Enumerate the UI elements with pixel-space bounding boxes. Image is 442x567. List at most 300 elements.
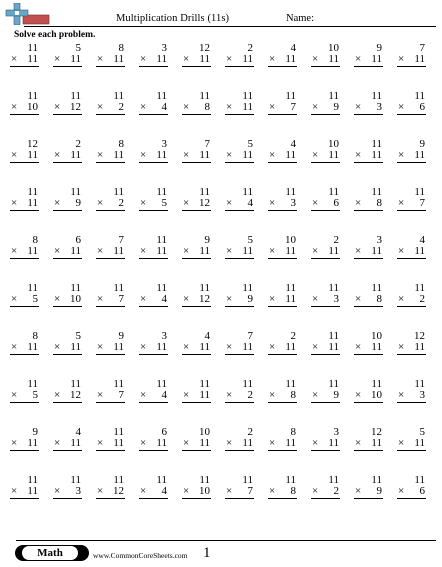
times-sign: × (140, 293, 147, 305)
multiplicand: 2 (75, 138, 81, 150)
multiplicand: 11 (414, 186, 425, 198)
answer-line (225, 402, 254, 403)
times-sign: × (97, 341, 104, 353)
multiplicand: 8 (32, 330, 38, 342)
multiplier-line (97, 389, 124, 401)
times-sign: × (140, 53, 147, 65)
multiplier: 11 (242, 341, 253, 353)
problem (218, 42, 261, 90)
times-sign: × (355, 485, 362, 497)
multiplicand: 11 (70, 186, 81, 198)
times-sign: × (226, 53, 233, 65)
multiplier: 11 (199, 245, 210, 257)
answer-line (139, 306, 168, 307)
multiplier-line (97, 485, 124, 497)
problem (218, 330, 261, 378)
answer-line (397, 354, 426, 355)
problem (46, 282, 89, 330)
times-sign: × (183, 389, 190, 401)
multiplicand: 11 (199, 282, 210, 294)
multiplicand: 10 (328, 138, 339, 150)
multiplier: 2 (419, 293, 425, 305)
problem (46, 234, 89, 282)
multiplicand: 11 (70, 378, 81, 390)
answer-line (311, 114, 340, 115)
times-sign: × (398, 437, 405, 449)
answer-line (225, 498, 254, 499)
multiplier-line (183, 293, 210, 305)
times-sign: × (398, 197, 405, 209)
multiplier: 2 (118, 197, 124, 209)
answer-line (53, 354, 82, 355)
multiplier-line (97, 245, 124, 257)
multiplier-line (355, 149, 382, 161)
multiplier-line (97, 341, 124, 353)
multiplier: 11 (371, 149, 382, 161)
times-sign: × (11, 245, 18, 257)
multiplier-line (140, 389, 167, 401)
multiplier-line (54, 245, 81, 257)
footer-divider (16, 540, 436, 541)
multiplier-line (183, 101, 210, 113)
multiplier-line (226, 101, 253, 113)
problem (347, 234, 390, 282)
problem (3, 426, 46, 474)
answer-line (139, 162, 168, 163)
answer-line (53, 498, 82, 499)
multiplier: 5 (161, 197, 167, 209)
problem (46, 378, 89, 426)
multiplier: 6 (419, 101, 425, 113)
times-sign: × (312, 245, 319, 257)
multiplicand: 11 (328, 90, 339, 102)
multiplier: 11 (414, 149, 425, 161)
answer-line (225, 210, 254, 211)
multiplicand: 8 (32, 234, 38, 246)
multiplicand: 11 (242, 90, 253, 102)
times-sign: × (97, 53, 104, 65)
answer-line (96, 114, 125, 115)
multiplier-line (97, 197, 124, 209)
multiplier: 11 (328, 341, 339, 353)
answer-line (268, 306, 297, 307)
answer-line (182, 66, 211, 67)
answer-line (225, 354, 254, 355)
times-sign: × (398, 101, 405, 113)
times-sign: × (398, 485, 405, 497)
problem (390, 426, 433, 474)
multiplier-line (11, 485, 38, 497)
problem (175, 474, 218, 522)
times-sign: × (54, 245, 61, 257)
problem (304, 90, 347, 138)
multiplier-line (226, 485, 253, 497)
problem (89, 330, 132, 378)
instructions: Solve each problem. (14, 30, 96, 40)
multiplier-line (226, 53, 253, 65)
answer-line (53, 66, 82, 67)
multiplicand: 6 (75, 234, 81, 246)
multiplier: 3 (75, 485, 81, 497)
multiplier: 9 (75, 197, 81, 209)
problem (347, 378, 390, 426)
multiplier-line (269, 245, 296, 257)
answer-line (397, 210, 426, 211)
answer-line (268, 210, 297, 211)
multiplier: 11 (156, 341, 167, 353)
times-sign: × (398, 245, 405, 257)
multiplier: 5 (32, 293, 38, 305)
multiplicand: 8 (290, 426, 296, 438)
multiplier: 11 (328, 149, 339, 161)
multiplier-line (97, 293, 124, 305)
multiplier: 11 (113, 149, 124, 161)
problem (3, 186, 46, 234)
multiplicand: 11 (371, 282, 382, 294)
multiplicand: 12 (27, 138, 38, 150)
multiplier: 5 (32, 389, 38, 401)
times-sign: × (355, 197, 362, 209)
times-sign: × (269, 485, 276, 497)
multiplier-line (183, 341, 210, 353)
multiplier: 11 (371, 341, 382, 353)
multiplier-line (54, 485, 81, 497)
answer-line (10, 114, 39, 115)
multiplier: 12 (70, 101, 81, 113)
times-sign: × (269, 245, 276, 257)
multiplier-line (355, 389, 382, 401)
problem (304, 474, 347, 522)
multiplier: 11 (328, 437, 339, 449)
problem (347, 90, 390, 138)
multiplier: 11 (27, 245, 38, 257)
multiplicand: 4 (419, 234, 425, 246)
answer-line (10, 498, 39, 499)
multiplier: 11 (113, 53, 124, 65)
multiplicand: 11 (414, 90, 425, 102)
multiplier: 11 (156, 245, 167, 257)
times-sign: × (226, 437, 233, 449)
multiplier: 11 (242, 149, 253, 161)
problem (3, 234, 46, 282)
times-sign: × (54, 293, 61, 305)
multiplicand: 11 (328, 474, 339, 486)
problem (304, 330, 347, 378)
times-sign: × (54, 341, 61, 353)
multiplier: 11 (27, 197, 38, 209)
problem (390, 138, 433, 186)
answer-line (96, 306, 125, 307)
times-sign: × (97, 389, 104, 401)
multiplier-line (398, 437, 425, 449)
multiplier-line (398, 149, 425, 161)
multiplicand: 10 (285, 234, 296, 246)
times-sign: × (312, 53, 319, 65)
multiplier: 11 (199, 389, 210, 401)
multiplicand: 10 (199, 426, 210, 438)
multiplier: 8 (290, 389, 296, 401)
answer-line (311, 306, 340, 307)
times-sign: × (97, 197, 104, 209)
multiplier: 3 (290, 197, 296, 209)
problem (175, 90, 218, 138)
multiplier: 11 (156, 437, 167, 449)
problem (218, 138, 261, 186)
problem (390, 282, 433, 330)
problem (175, 186, 218, 234)
multiplier-line (269, 293, 296, 305)
multiplier: 10 (199, 485, 210, 497)
problem (218, 90, 261, 138)
multiplicand: 11 (328, 186, 339, 198)
times-sign: × (312, 485, 319, 497)
multiplier: 8 (290, 485, 296, 497)
multiplier: 11 (70, 53, 81, 65)
problem (261, 186, 304, 234)
multiplicand: 11 (27, 282, 38, 294)
times-sign: × (183, 149, 190, 161)
problem (347, 42, 390, 90)
multiplicand: 2 (247, 42, 253, 54)
answer-line (139, 402, 168, 403)
times-sign: × (398, 53, 405, 65)
multiplicand: 11 (113, 90, 124, 102)
problem (89, 378, 132, 426)
problem (261, 42, 304, 90)
answer-line (53, 162, 82, 163)
multiplier-line (355, 341, 382, 353)
multiplier-line (140, 245, 167, 257)
answer-line (53, 450, 82, 451)
multiplier: 7 (419, 197, 425, 209)
multiplier-line (140, 53, 167, 65)
multiplier-line (11, 101, 38, 113)
multiplicand: 9 (204, 234, 210, 246)
problem (218, 378, 261, 426)
multiplier-line (355, 485, 382, 497)
multiplier-line (183, 197, 210, 209)
times-sign: × (226, 245, 233, 257)
times-sign: × (140, 245, 147, 257)
multiplier-line (312, 293, 339, 305)
multiplier-line (140, 341, 167, 353)
multiplier-line (183, 245, 210, 257)
problem (390, 330, 433, 378)
multiplier-line (11, 197, 38, 209)
times-sign: × (398, 341, 405, 353)
problem (261, 282, 304, 330)
multiplier: 6 (333, 197, 339, 209)
multiplier-line (54, 197, 81, 209)
problem (132, 234, 175, 282)
times-sign: × (183, 245, 190, 257)
answer-line (268, 450, 297, 451)
times-sign: × (11, 437, 18, 449)
multiplicand: 10 (328, 42, 339, 54)
answer-line (354, 402, 383, 403)
answer-line (10, 162, 39, 163)
multiplier-line (54, 341, 81, 353)
multiplier: 11 (70, 149, 81, 161)
multiplier-line (11, 437, 38, 449)
multiplicand: 7 (118, 234, 124, 246)
answer-line (182, 114, 211, 115)
multiplier: 11 (27, 437, 38, 449)
multiplier-line (183, 437, 210, 449)
answer-line (182, 354, 211, 355)
problem (46, 138, 89, 186)
answer-line (397, 402, 426, 403)
answer-line (311, 498, 340, 499)
answer-line (10, 450, 39, 451)
problem (175, 426, 218, 474)
multiplier-line (355, 293, 382, 305)
multiplicand: 8 (118, 138, 124, 150)
multiplier: 11 (242, 245, 253, 257)
multiplier: 11 (199, 437, 210, 449)
multiplicand: 3 (376, 234, 382, 246)
answer-line (268, 258, 297, 259)
multiplier: 4 (247, 197, 253, 209)
problem (347, 282, 390, 330)
answer-line (311, 402, 340, 403)
answer-line (182, 210, 211, 211)
problem (261, 90, 304, 138)
problem (390, 186, 433, 234)
times-sign: × (269, 101, 276, 113)
multiplier-line (398, 101, 425, 113)
multiplicand: 11 (70, 90, 81, 102)
multiplier: 12 (199, 197, 210, 209)
answer-line (354, 354, 383, 355)
answer-line (311, 66, 340, 67)
answer-line (225, 258, 254, 259)
multiplier: 11 (285, 245, 296, 257)
times-sign: × (312, 389, 319, 401)
multiplier-line (11, 341, 38, 353)
times-sign: × (355, 149, 362, 161)
problem (46, 474, 89, 522)
problem (261, 138, 304, 186)
answer-line (10, 402, 39, 403)
multiplier: 12 (70, 389, 81, 401)
problem (3, 42, 46, 90)
multiplicand: 11 (371, 186, 382, 198)
answer-line (139, 498, 168, 499)
multiplicand: 11 (371, 90, 382, 102)
multiplier-line (54, 53, 81, 65)
multiplicand: 11 (285, 378, 296, 390)
multiplicand: 8 (118, 42, 124, 54)
problem (304, 378, 347, 426)
multiplier-line (54, 101, 81, 113)
multiplicand: 5 (247, 234, 253, 246)
multiplier: 11 (285, 149, 296, 161)
answer-line (96, 354, 125, 355)
times-sign: × (269, 197, 276, 209)
times-sign: × (269, 149, 276, 161)
multiplier: 10 (27, 101, 38, 113)
multiplier: 11 (70, 437, 81, 449)
times-sign: × (54, 389, 61, 401)
multiplicand: 11 (156, 474, 167, 486)
answer-line (397, 498, 426, 499)
problem (347, 330, 390, 378)
times-sign: × (54, 197, 61, 209)
multiplicand: 2 (333, 234, 339, 246)
times-sign: × (226, 389, 233, 401)
answer-line (354, 66, 383, 67)
multiplicand: 9 (118, 330, 124, 342)
multiplicand: 11 (156, 90, 167, 102)
multiplier: 8 (376, 293, 382, 305)
multiplicand: 11 (199, 90, 210, 102)
answer-line (96, 402, 125, 403)
multiplier-line (312, 149, 339, 161)
problem (390, 234, 433, 282)
multiplicand: 11 (156, 234, 167, 246)
answer-line (397, 258, 426, 259)
answer-line (10, 306, 39, 307)
times-sign: × (355, 437, 362, 449)
answer-line (139, 114, 168, 115)
multiplier-line (226, 389, 253, 401)
times-sign: × (398, 149, 405, 161)
multiplier: 9 (333, 389, 339, 401)
multiplier-line (11, 245, 38, 257)
multiplier: 11 (242, 437, 253, 449)
multiplicand: 11 (285, 474, 296, 486)
multiplicand: 11 (27, 42, 38, 54)
answer-line (268, 162, 297, 163)
times-sign: × (54, 53, 61, 65)
multiplier: 4 (161, 101, 167, 113)
multiplier: 11 (328, 53, 339, 65)
multiplier-line (140, 197, 167, 209)
problem (218, 186, 261, 234)
problem (46, 186, 89, 234)
answer-line (182, 402, 211, 403)
multiplier-line (54, 389, 81, 401)
times-sign: × (269, 437, 276, 449)
multiplicand: 11 (242, 474, 253, 486)
times-sign: × (97, 437, 104, 449)
multiplicand: 3 (161, 330, 167, 342)
multiplier: 11 (113, 245, 124, 257)
problem (390, 378, 433, 426)
multiplicand: 9 (419, 138, 425, 150)
times-sign: × (312, 341, 319, 353)
multiplier: 11 (371, 245, 382, 257)
times-sign: × (183, 437, 190, 449)
multiplicand: 11 (27, 90, 38, 102)
times-sign: × (312, 149, 319, 161)
multiplier: 7 (290, 101, 296, 113)
multiplier: 11 (328, 245, 339, 257)
times-sign: × (312, 293, 319, 305)
multiplicand: 9 (376, 42, 382, 54)
problem (132, 330, 175, 378)
multiplier-line (355, 101, 382, 113)
multiplier-line (269, 101, 296, 113)
answer-line (96, 498, 125, 499)
answer-line (225, 450, 254, 451)
times-sign: × (140, 389, 147, 401)
problem (175, 282, 218, 330)
footer-website: www.CommonCoreSheets.com (93, 551, 188, 560)
multiplier: 2 (118, 101, 124, 113)
times-sign: × (11, 293, 18, 305)
